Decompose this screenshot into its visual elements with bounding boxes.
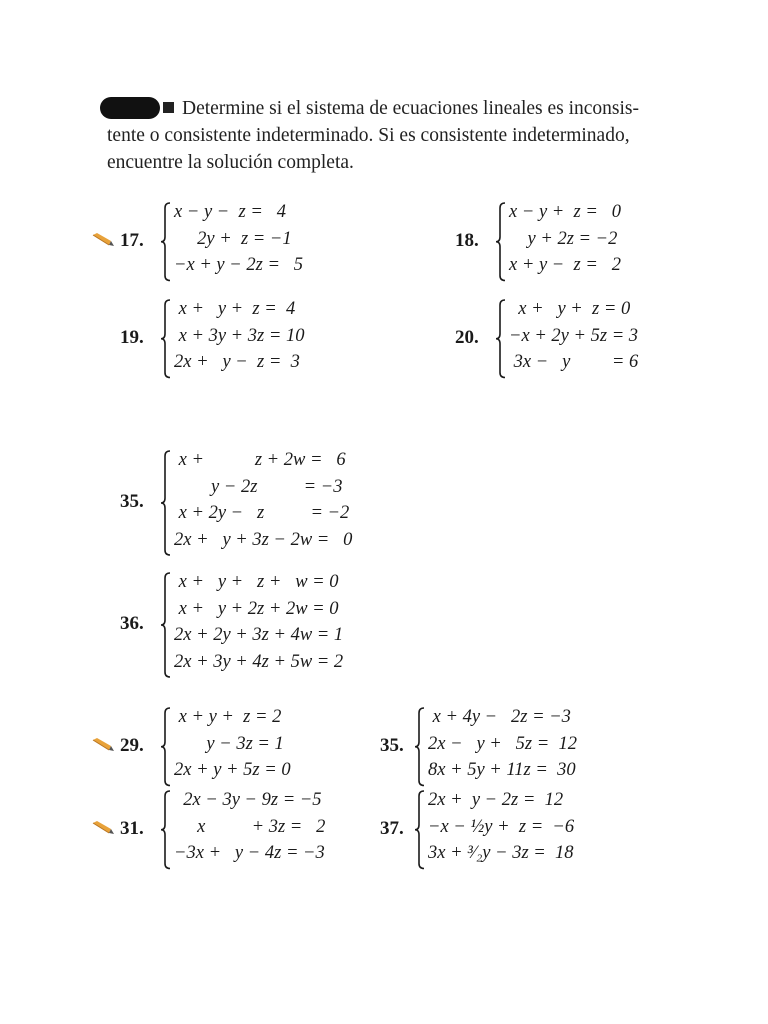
problem-number: 20. (455, 327, 479, 348)
brace-icon (160, 202, 172, 282)
equation-row: 8x + 5y + 11z = 30 (428, 760, 576, 781)
brace-icon (495, 299, 507, 379)
problem-number: 18. (455, 230, 479, 251)
brace-icon (414, 790, 426, 870)
instructions (107, 95, 682, 176)
equation-row: 2x + y − z = 3 (174, 352, 300, 373)
equation-row: x + 2y − z = −2 (174, 503, 350, 523)
square-bullet-icon (163, 102, 174, 113)
equation-row: 3x + ³⁄₂y − 3z = 18 (428, 843, 574, 864)
equation-row: x + 4y − 2z = −3 (428, 707, 571, 728)
equation-row: 2x + y + 3z − 2w = 0 (174, 529, 353, 550)
problem-35 (90, 448, 390, 558)
equation-row: x + y − z = 2 (509, 255, 621, 276)
instruction-line-2: tente o consistente indeterminado. Si es consistente indeterminado, (107, 125, 630, 146)
brace-icon (495, 202, 507, 282)
equation-row: x + z + 2w = 6 (174, 450, 346, 470)
problem-number: 17. (120, 230, 144, 251)
equation-row: 2x + y + 5z = 0 (174, 760, 291, 781)
problem-number: 29. (120, 735, 144, 756)
equation-row: y − 3z = 1 (174, 733, 284, 754)
brace-icon (160, 572, 172, 678)
problem-36 (90, 570, 390, 680)
equation-row: x + y + z = 4 (174, 299, 296, 320)
equation-row: x + y + 2z + 2w = 0 (174, 598, 339, 619)
problem-37 (380, 788, 620, 872)
equation-row: 3x − y = 6 (509, 352, 639, 373)
equation-row: x − y + z = 0 (509, 202, 621, 223)
instruction-line-3: encuentre la solución completa. (107, 152, 354, 173)
equation-row: x + 3y + 3z = 10 (174, 325, 305, 346)
problem-31 (90, 788, 370, 872)
brace-icon (160, 299, 172, 379)
equation-row: −x − ½y + z = −6 (428, 816, 575, 837)
pencil-icon (92, 738, 114, 752)
equation-row: x + y + z = 0 (509, 299, 631, 320)
equation-row: 2x + 3y + 4z + 5w = 2 (174, 651, 344, 672)
equation-row: y − 2z = −3 (174, 476, 343, 497)
problem-35b (380, 705, 620, 789)
equation-row: x − y − z = 4 (174, 202, 286, 223)
brace-icon (160, 707, 172, 787)
equation-row: −x + 2y + 5z = 3 (509, 325, 639, 346)
problem-number: 19. (120, 327, 144, 348)
problem-20 (425, 297, 655, 381)
equation-row: x + y + z = 2 (174, 707, 282, 728)
problem-number: 35. (380, 735, 404, 756)
equation-row: 2x − 3y − 9z = −5 (174, 790, 322, 811)
problem-17 (90, 200, 370, 284)
problem-number: 35. (120, 491, 144, 512)
pencil-icon (92, 233, 114, 247)
instruction-line-1: Determine si el sistema de ecuaciones lineales es inconsis- (182, 98, 640, 119)
equation-row: y + 2z = −2 (509, 228, 618, 249)
pencil-icon (92, 821, 114, 835)
problem-number: 37. (380, 818, 404, 839)
equation-row: x + y + z + w = 0 (174, 572, 339, 592)
problem-29 (90, 705, 350, 789)
equation-row: 2x + y − 2z = 12 (428, 790, 564, 811)
problem-number: 36. (120, 613, 144, 634)
equation-row: 2x + 2y + 3z + 4w = 1 (174, 625, 344, 645)
brace-icon (414, 707, 426, 787)
equation-row: x + 3z = 2 (174, 816, 326, 837)
problem-18 (425, 200, 655, 284)
equation-row: 2x − y + 5z = 12 (428, 733, 577, 754)
problem-number: 31. (120, 818, 144, 839)
brace-icon (160, 790, 172, 870)
equation-row: −x + y − 2z = 5 (174, 255, 304, 276)
brace-icon (160, 450, 172, 556)
equation-row: 2y + z = −1 (174, 228, 292, 249)
equation-row: −3x + y − 4z = −3 (174, 843, 325, 864)
problem-19 (90, 297, 370, 381)
